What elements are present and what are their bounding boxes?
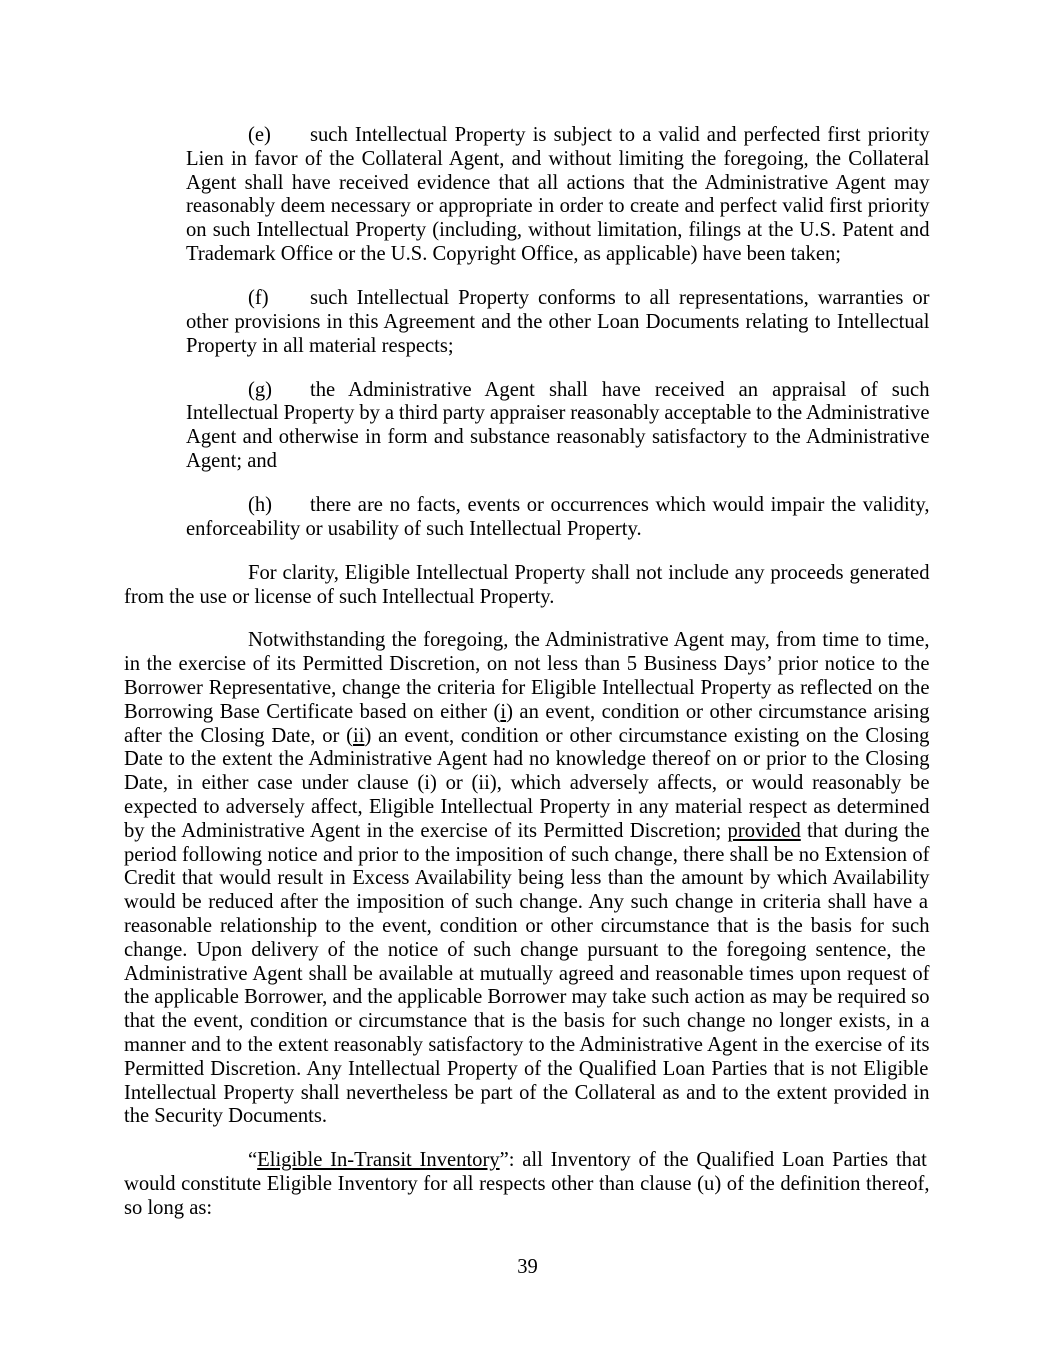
line-content bbox=[124, 1173, 930, 1195]
text-segment: Agent; and bbox=[186, 449, 277, 472]
line-content bbox=[124, 867, 930, 889]
underlined-term: ii bbox=[353, 724, 365, 747]
text-segment: so long as: bbox=[124, 1197, 213, 1219]
text-segment: such Intellectual Property conforms to all representations, warranties or bbox=[310, 286, 930, 309]
line-content bbox=[124, 586, 554, 608]
text-line bbox=[186, 450, 930, 474]
clause-h bbox=[186, 494, 930, 542]
line-content bbox=[124, 963, 930, 985]
text-line bbox=[124, 1082, 930, 1106]
text-line bbox=[124, 725, 930, 749]
text-line bbox=[124, 986, 930, 1010]
underlined-term: i bbox=[500, 700, 507, 723]
text-segment: Date, in either case under clause (i) or (ii), which adversely affects, or would reasonably be bbox=[124, 772, 930, 795]
line-content bbox=[124, 677, 930, 699]
line-content bbox=[124, 1105, 327, 1127]
line-content bbox=[248, 1149, 927, 1171]
text-line bbox=[186, 518, 930, 542]
text-segment: Trademark Office or the U.S. Copyright Office, as applicable) have been taken; bbox=[186, 242, 841, 265]
line-content bbox=[124, 796, 930, 818]
line-content bbox=[248, 629, 930, 651]
text-segment: Notwithstanding the foregoing, the Administrative Agent may, from time to time, bbox=[248, 629, 930, 652]
line-content bbox=[124, 1034, 930, 1056]
text-segment: Intellectual Property by a third party appraiser reasonably acceptable to the Administrative bbox=[186, 402, 930, 425]
document-body bbox=[124, 124, 930, 1241]
clause-label: (f) bbox=[248, 286, 269, 309]
text-line bbox=[186, 287, 930, 311]
text-line bbox=[124, 629, 930, 653]
line-content bbox=[186, 243, 841, 265]
text-line bbox=[124, 1105, 930, 1129]
line-content bbox=[124, 844, 930, 866]
line-content bbox=[310, 287, 930, 309]
line-content bbox=[124, 915, 930, 937]
line-content bbox=[186, 172, 930, 194]
text-segment: For clarity, Eligible Intellectual Property shall not include any proceeds generated bbox=[248, 561, 930, 584]
underlined-term: Eligible In-Transit Inventory bbox=[257, 1149, 500, 1172]
text-segment: other provisions in this Agreement and the other Loan Documents relating to Intellectual bbox=[186, 310, 930, 333]
text-line bbox=[124, 867, 930, 891]
text-segment: change. Upon delivery of the notice of such change pursuant to the foregoing sentence, the bbox=[124, 938, 926, 961]
line-content bbox=[186, 311, 930, 333]
clause-f bbox=[186, 287, 930, 358]
text-line bbox=[186, 243, 930, 267]
text-segment: the Security Documents. bbox=[124, 1105, 328, 1128]
text-line bbox=[186, 426, 930, 450]
text-segment: Administrative Agent shall be available at mutually agreed and reasonable times upon request of bbox=[124, 962, 930, 985]
text-segment: reasonably deem necessary or appropriate in order to create and perfect valid first priority bbox=[186, 195, 930, 218]
text-segment: Borrowing Base Certificate based on either ( bbox=[124, 700, 501, 723]
text-line bbox=[186, 124, 930, 148]
text-segment: from the use or license of such Intellectual Property. bbox=[124, 585, 555, 608]
text-segment: that the event, condition or circumstance that is the basis for such change no longer exists, in a bbox=[124, 1010, 930, 1033]
clause-label: (e) bbox=[248, 124, 271, 146]
text-segment: Intellectual Property shall nevertheless be part of the Collateral as and to the extent provided in bbox=[124, 1081, 930, 1104]
text-line bbox=[186, 335, 930, 359]
text-line bbox=[186, 311, 930, 335]
paragraph bbox=[124, 562, 930, 610]
line-content bbox=[124, 1197, 212, 1219]
text-line bbox=[124, 1010, 930, 1034]
text-segment: by the Administrative Agent in the exercise of its Permitted Discretion; bbox=[124, 819, 728, 842]
line-content bbox=[248, 562, 930, 584]
underlined-term: provided bbox=[727, 819, 801, 842]
text-line bbox=[186, 148, 930, 172]
text-segment: enforceability or usability of such Intellectual Property. bbox=[186, 517, 642, 540]
text-line bbox=[186, 494, 930, 518]
text-segment: reasonable relationship to the event, condition or other circumstance that is the basis for such bbox=[124, 915, 930, 938]
text-segment: Credit that would result in Excess Availability being less than the amount by which Availability bbox=[124, 867, 930, 890]
text-segment: period following notice and prior to the imposition of such change, there shall be no Extension of bbox=[124, 843, 930, 866]
text-line bbox=[186, 402, 930, 426]
text-segment: on such Intellectual Property (including, without limitation, filings at the U.S. Patent and bbox=[186, 219, 930, 242]
text-line bbox=[186, 379, 930, 403]
text-segment: after the Closing Date, or ( bbox=[124, 724, 354, 747]
text-line bbox=[124, 844, 930, 868]
clause-label: (g) bbox=[248, 378, 273, 401]
text-line bbox=[124, 1034, 930, 1058]
text-line bbox=[124, 891, 930, 915]
text-segment: manner and to the extent reasonably satisfactory to the Administrative Agent in the exercise of its bbox=[124, 1034, 930, 1057]
text-segment: the Administrative Agent shall have received an appraisal of such bbox=[310, 378, 930, 401]
text-segment: Property in all material respects; bbox=[186, 334, 454, 357]
line-content bbox=[186, 426, 930, 448]
text-line bbox=[124, 963, 930, 987]
text-segment: ) an event, condition or other circumstance arising bbox=[506, 700, 930, 723]
text-segment: such Intellectual Property is subject to a valid and perfected first priority bbox=[310, 124, 930, 146]
text-segment: Agent and otherwise in form and substance reasonably satisfactory to the Administrative bbox=[186, 426, 930, 449]
text-line bbox=[124, 820, 930, 844]
text-segment: ) an event, condition or other circumstance existing on the Closing bbox=[364, 724, 930, 747]
text-line bbox=[124, 677, 930, 701]
line-content bbox=[186, 195, 930, 217]
line-content bbox=[186, 148, 930, 170]
text-segment: that during the bbox=[800, 819, 930, 842]
line-content bbox=[310, 124, 930, 146]
line-content bbox=[124, 725, 929, 747]
line-content bbox=[310, 494, 930, 516]
paragraph bbox=[124, 629, 930, 1129]
line-content bbox=[310, 379, 930, 401]
line-content bbox=[124, 986, 930, 1008]
text-line bbox=[186, 172, 930, 196]
line-content bbox=[124, 891, 928, 913]
line-content bbox=[124, 1082, 930, 1104]
text-line bbox=[124, 701, 930, 725]
text-segment: expected to adversely affect, Eligible Intellectual Property in any material respect as determined bbox=[124, 796, 930, 819]
line-content bbox=[186, 335, 454, 357]
text-line bbox=[186, 219, 930, 243]
text-line bbox=[186, 195, 930, 219]
text-line bbox=[124, 915, 930, 939]
text-line bbox=[124, 1149, 930, 1173]
text-segment: would be reduced after the imposition of such change. Any such change in criteria shall have a bbox=[124, 891, 928, 914]
text-segment: Date to the extent the Administrative Agent had no knowledge thereof on or prior to the Closing bbox=[124, 748, 930, 771]
text-line bbox=[124, 772, 930, 796]
clause-label: (h) bbox=[248, 493, 273, 516]
line-content bbox=[124, 939, 926, 961]
text-segment: the applicable Borrower, and the applicable Borrower may take such action as may be required so bbox=[124, 986, 930, 1009]
text-segment: “ bbox=[248, 1149, 258, 1172]
text-segment: Borrower Representative, change the criteria for Eligible Intellectual Property as reflected on the bbox=[124, 677, 930, 700]
text-segment: would constitute Eligible Inventory for all respects other than clause (u) of the definition thereof, bbox=[124, 1173, 930, 1196]
line-content bbox=[186, 518, 642, 540]
text-line bbox=[124, 562, 930, 586]
page-number: 39 bbox=[517, 1256, 538, 1278]
text-line bbox=[124, 1173, 930, 1197]
text-segment: Lien in favor of the Collateral Agent, and without limiting the foregoing, the Collateral bbox=[186, 147, 930, 170]
text-segment: ”: all Inventory of the Qualified Loan Parties that bbox=[499, 1149, 927, 1172]
line-content bbox=[186, 219, 930, 241]
line-content bbox=[124, 772, 930, 794]
line-content bbox=[124, 653, 930, 675]
text-line bbox=[124, 1197, 930, 1221]
text-line bbox=[124, 796, 930, 820]
text-segment: Permitted Discretion. Any Intellectual Property of the Qualified Loan Parties that is not Eligible bbox=[124, 1057, 929, 1080]
paragraph bbox=[124, 1149, 930, 1220]
clause-e bbox=[186, 124, 930, 267]
line-content bbox=[124, 1010, 930, 1032]
line-content bbox=[124, 701, 930, 723]
line-content bbox=[124, 748, 930, 770]
text-line bbox=[124, 939, 930, 963]
text-segment: Agent shall have received evidence that all actions that the Administrative Agent may bbox=[186, 171, 930, 194]
line-content bbox=[186, 402, 930, 424]
text-line bbox=[124, 586, 930, 610]
text-line bbox=[124, 748, 930, 772]
text-line bbox=[124, 1058, 930, 1082]
line-content bbox=[124, 1058, 928, 1080]
text-line bbox=[124, 653, 930, 677]
text-segment: there are no facts, events or occurrences which would impair the validity, bbox=[310, 493, 930, 516]
line-content bbox=[124, 820, 930, 842]
clause-g bbox=[186, 379, 930, 474]
text-segment: in the exercise of its Permitted Discretion, on not less than 5 Business Days’ prior notice to the bbox=[124, 653, 930, 676]
line-content bbox=[186, 450, 277, 472]
